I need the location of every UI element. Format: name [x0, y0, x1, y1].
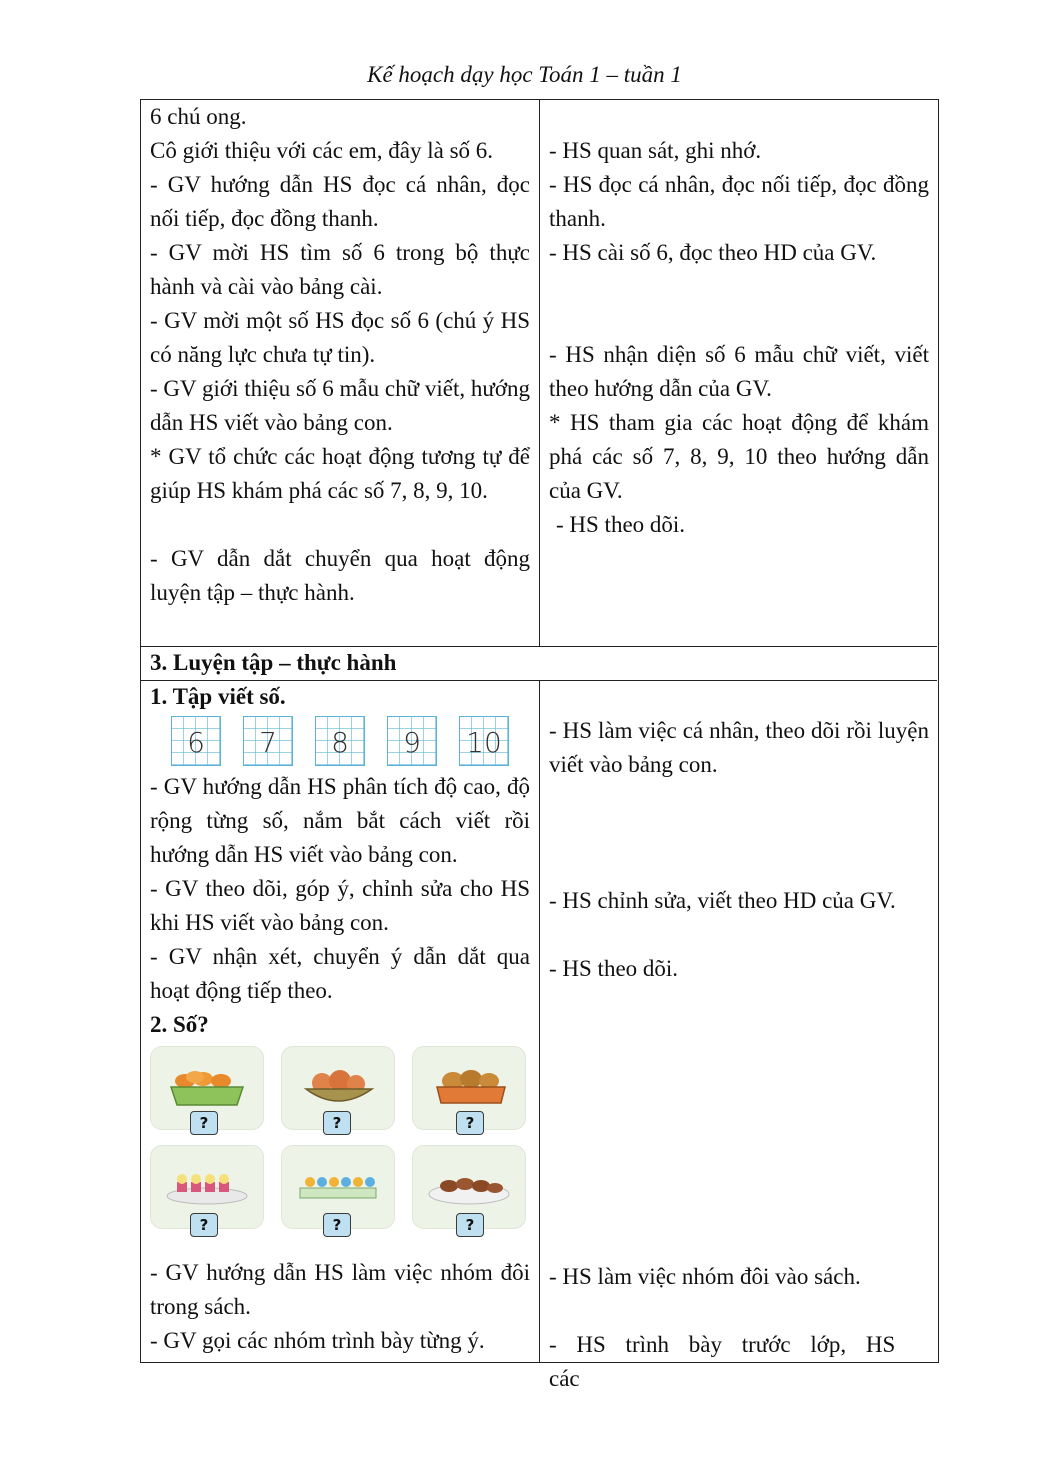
text-line: Cô giới thiệu với các em, đây là số 6. — [150, 138, 494, 163]
digit-grid — [243, 716, 293, 766]
digit-sample: 8 — [331, 726, 349, 759]
text-line: - GV nhận xét, chuyển ý dẫn dắt qua hoạt động tiếp theo. — [150, 944, 530, 1003]
digit-grid — [315, 716, 365, 766]
digit-sample: 6 — [187, 726, 205, 759]
exercise-1-left-cell — [150, 770, 530, 1008]
digit-writing-grids — [171, 716, 511, 768]
text-line: - HS theo dõi. — [556, 512, 686, 537]
text-line: 6 chú ong. — [150, 104, 247, 129]
exercise-1-right-2: - HS chỉnh sửa, viết theo HD của GV. — [549, 888, 896, 913]
text-line: - GV hướng dẫn HS phân tích độ cao, độ rộng từng số, nắm bắt cách viết rồi hướng dẫn HS viết vào bảng con. — [150, 774, 530, 867]
exercise-1-title: 1. Tập viết số. — [150, 684, 286, 709]
text-line: * HS tham gia các hoạt động để khám phá các số 7, 8, 9, 10 theo hướng dẫn của GV. — [549, 410, 929, 503]
digit-grid — [171, 716, 221, 766]
exercise-2-title: 2. Số? — [150, 1012, 209, 1037]
digit-sample: 10 — [466, 726, 502, 759]
top-right-cell — [549, 134, 929, 542]
page-header: Kế hoạch dạy học Toán 1 – tuần 1 — [367, 62, 682, 87]
text-line: * GV tổ chức các hoạt động tương tự để giúp HS khám phá các số 7, 8, 9, 10. — [150, 444, 530, 503]
column-divider-top — [539, 100, 540, 647]
exercise-2-right-2: - HS trình bày trước lớp, HS các — [549, 1332, 896, 1391]
text-line: - GV theo dõi, góp ý, chỉnh sửa cho HS khi HS viết vào bảng con. — [150, 876, 530, 935]
section-title: 3. Luyện tập – thực hành — [150, 650, 397, 675]
exercise-2-right-1: - HS làm việc nhóm đôi vào sách. — [549, 1264, 861, 1289]
text-line: - GV mời một số HS đọc số 6 (chú ý HS có năng lực chưa tự tin). — [150, 308, 530, 367]
text-line: - HS đọc cá nhân, đọc nối tiếp, đọc đồng thanh. — [549, 172, 929, 231]
column-divider-bottom — [539, 681, 540, 1362]
digit-grid — [387, 716, 437, 766]
text-line: - HS quan sát, ghi nhớ. — [549, 138, 762, 163]
digit-sample: 9 — [403, 726, 421, 759]
text-line: - GV hướng dẫn HS đọc cá nhân, đọc nối tiếp, đọc đồng thanh. — [150, 172, 530, 231]
text-line: - HS nhận diện số 6 mẫu chữ viết, viết theo hướng dẫn của GV. — [549, 342, 929, 401]
exercise-2-left-cell — [150, 1256, 530, 1358]
answer-box[interactable]: ? — [456, 1111, 484, 1135]
answer-box[interactable]: ? — [190, 1111, 218, 1135]
text-line: - GV hướng dẫn HS làm việc nhóm đôi trong sách. — [150, 1260, 530, 1319]
digit-sample: 7 — [259, 726, 277, 759]
top-left-cell — [150, 100, 530, 610]
answer-box[interactable]: ? — [323, 1213, 351, 1237]
exercise-1-right-1: - HS làm việc cá nhân, theo dõi rồi luyện viết vào bảng con. — [549, 718, 929, 777]
text-line: - GV giới thiệu số 6 mẫu chữ viết, hướng dẫn HS viết vào bảng con. — [150, 376, 530, 435]
digit-grid — [459, 716, 509, 766]
text-line: - GV gọi các nhóm trình bày từng ý. — [150, 1328, 485, 1353]
text-line: - GV dẫn dắt chuyển qua hoạt động luyện tập – thực hành. — [150, 546, 530, 605]
answer-box[interactable]: ? — [456, 1213, 484, 1237]
answer-box[interactable]: ? — [190, 1213, 218, 1237]
text-line: - GV mời HS tìm số 6 trong bộ thực hành và cài vào bảng cài. — [150, 240, 530, 299]
text-line: - HS cài số 6, đọc theo HD của GV. — [549, 240, 877, 265]
lesson-table — [140, 99, 939, 1391]
exercise-1-right-3: - HS theo dõi. — [549, 956, 679, 981]
answer-box[interactable]: ? — [323, 1111, 351, 1135]
